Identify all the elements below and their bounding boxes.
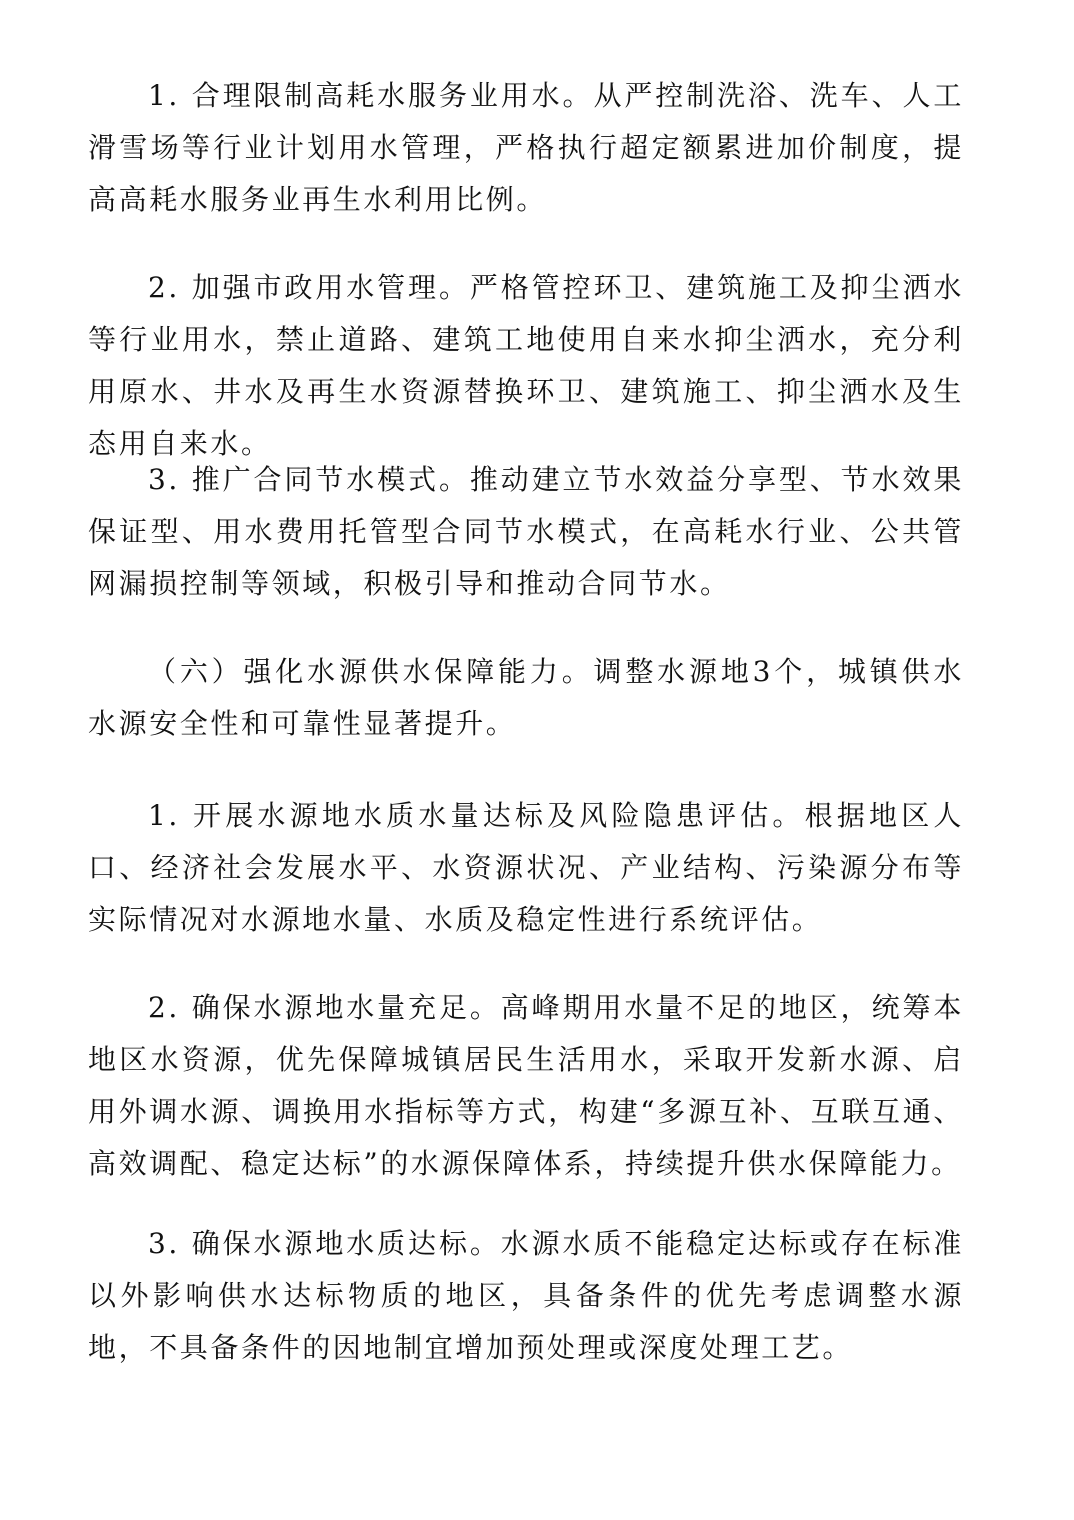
paragraph-source-quality: 3. 确保水源地水质达标。水源水质不能稳定达标或存在标准以外影响供水达标物质的地区，具备条件的优先考虑调整水源地，不具备条件的因地制宜增加预处理或深度处理工艺。	[88, 1227, 964, 1364]
paragraph-contract-water-saving: 3. 推广合同节水模式。推动建立节水效益分享型、节水效果保证型、用水费用托管型合同节水模式，在高耗水行业、公共管网漏损控制等领域，积极引导和推动合同节水。	[88, 463, 964, 600]
paragraph-source-quantity: 2. 确保水源地水量充足。高峰期用水量不足的地区，统筹本地区水资源，优先保障城镇居民生活用水，采取开发新水源、启用外调水源、调换用水指标等方式，构建“多源互补、互联互通、高效调配、稳定达标”的水源保障体系，持续提升供水保障能力。	[88, 991, 964, 1180]
paragraph-source-assessment: 1. 开展水源地水质水量达标及风险隐患评估。根据地区人口、经济社会发展水平、水资源状况、产业结构、污染源分布等实际情况对水源地水量、水质及稳定性进行系统评估。	[88, 799, 964, 936]
paragraph-municipal-water: 2. 加强市政用水管理。严格管控环卫、建筑施工及抑尘洒水等行业用水，禁止道路、建筑工地使用自来水抑尘洒水，充分利用原水、井水及再生水资源替换环卫、建筑施工、抑尘洒水及生态用自来水。	[88, 271, 964, 460]
paragraph-section-six-heading: （六）强化水源供水保障能力。调整水源地3个，城镇供水水源安全性和可靠性显著提升。	[88, 655, 964, 740]
paragraph-water-service-limits: 1. 合理限制高耗水服务业用水。从严控制洗浴、洗车、人工滑雪场等行业计划用水管理，严格执行超定额累进加价制度，提高高耗水服务业再生水利用比例。	[88, 79, 964, 216]
